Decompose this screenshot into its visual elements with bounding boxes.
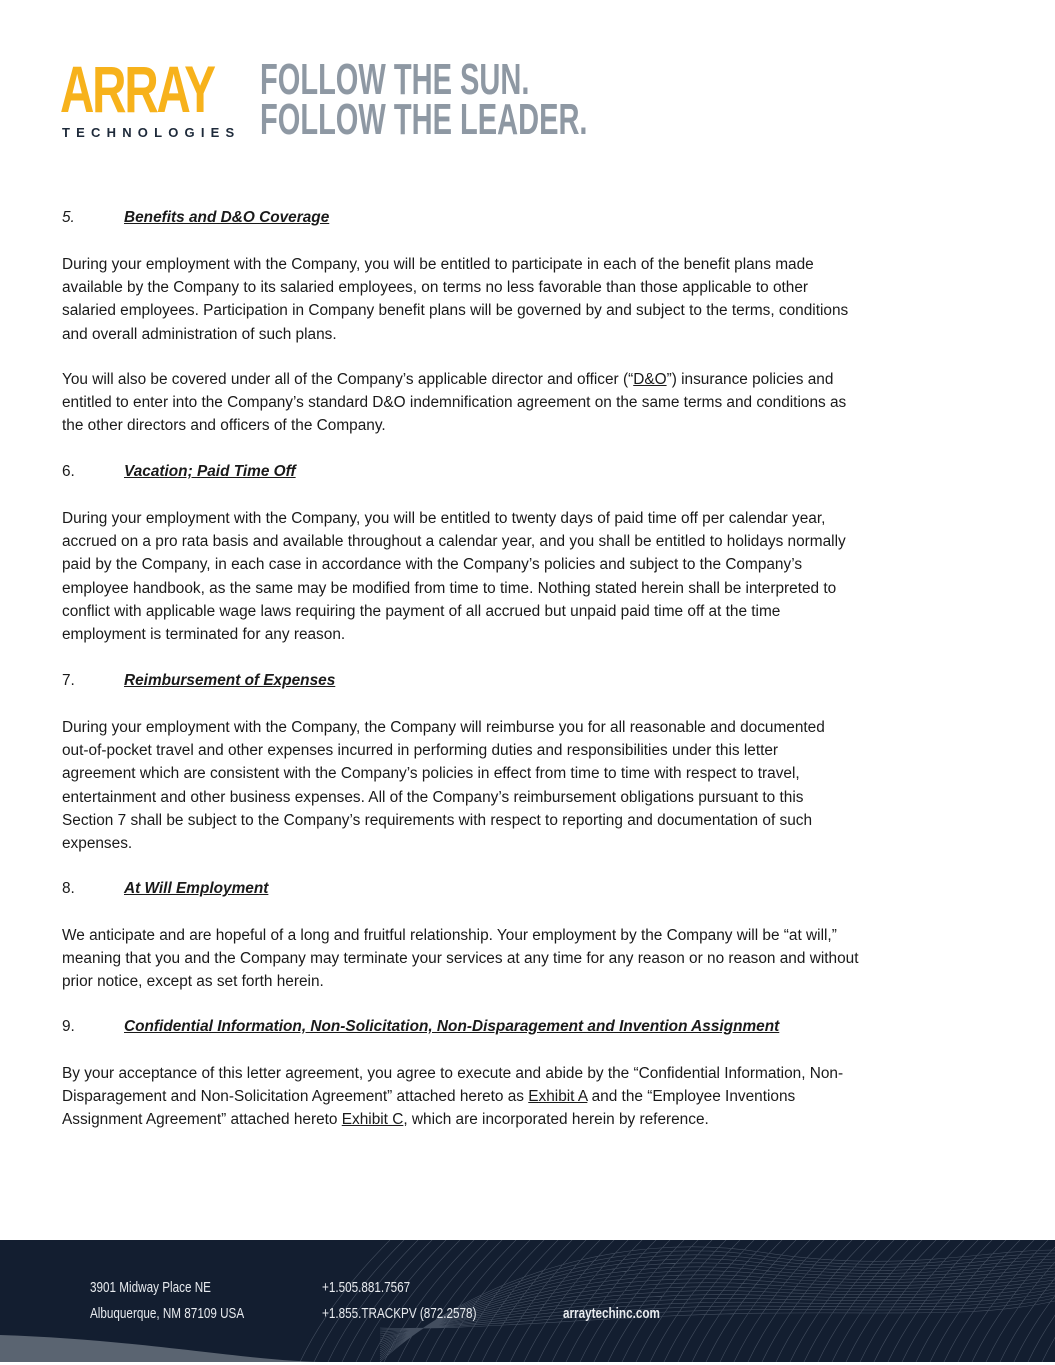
paragraph-line: We anticipate and are hopeful of a long and fruitful relationship. Your employment by the Company will be “at will,” bbox=[62, 927, 837, 944]
paragraph-line: You will also be covered under all of the Company’s applicable director and officer (“D&O”) insurance policies and bbox=[62, 371, 834, 388]
paragraph-line: During your employment with the Company, you will be entitled to participate in each of the benefit plans made bbox=[62, 256, 814, 273]
paragraph-line: Section 7 shall be subject to the Company’s requirements with respect to reporting and documentation of such bbox=[62, 811, 813, 829]
paragraph-line: and overall administration of such plans. bbox=[62, 325, 337, 343]
paragraph-line: available by the Company to its salaried employees, on terms no less favorable than those applicable to other bbox=[62, 279, 809, 297]
paragraph-line: employment is terminated for any reason. bbox=[62, 626, 346, 644]
paragraph-line: accrued on a pro rata basis and available throughout a calendar year, and you shall be entitled to holidays normally bbox=[62, 533, 846, 551]
paragraph-line: By your acceptance of this letter agreement, you agree to execute and abide by the “Confidential Information, Non- bbox=[62, 1065, 844, 1082]
section-number: 6. bbox=[62, 463, 75, 480]
paragraph-line: conflict with applicable wage laws requiring the payment of all accrued but unpaid paid time off at the time bbox=[62, 602, 781, 620]
exhibit-link[interactable]: Exhibit C bbox=[341, 1111, 404, 1129]
wave-mesh-graphic bbox=[0, 1240, 1055, 1362]
section-title: Vacation; Paid Time Off bbox=[124, 463, 296, 480]
footer bbox=[0, 1240, 1055, 1362]
exhibit-link[interactable]: Exhibit A bbox=[528, 1088, 588, 1106]
footer-address-line: Albuquerque, NM 87109 USA bbox=[90, 1305, 245, 1322]
logo-array: ARRAY bbox=[60, 52, 214, 126]
section-title: Benefits and D&O Coverage bbox=[124, 209, 330, 226]
paragraph-line: salaried employees. Participation in Company benefit plans will be governed by and subject to the terms, conditions bbox=[62, 302, 849, 320]
paragraph-line: Assignment Agreement” attached hereto Exhibit C, which are incorporated herein by reference. bbox=[62, 1111, 709, 1129]
paragraph bbox=[62, 716, 825, 855]
footer-phone: +1.505.881.7567 bbox=[322, 1279, 411, 1296]
tagline bbox=[260, 55, 588, 144]
paragraph-line: expenses. bbox=[62, 835, 133, 853]
paragraph bbox=[62, 924, 858, 994]
paragraph-line: prior notice, except as set forth herein. bbox=[62, 973, 324, 991]
paragraph bbox=[62, 1062, 843, 1132]
section-title: Confidential Information, Non-Solicitation, Non-Disparagement and Invention Assignment bbox=[124, 1018, 780, 1035]
defined-term: D&O bbox=[633, 371, 667, 388]
footer-phone: +1.855.TRACKPV (872.2578) bbox=[322, 1305, 477, 1322]
wave-shape bbox=[0, 1335, 330, 1362]
mesh-lines bbox=[300, 1240, 1055, 1362]
paragraph-line: During your employment with the Company, you will be entitled to twenty days of paid time off per calendar year, bbox=[62, 510, 826, 527]
section-title: At Will Employment bbox=[124, 880, 269, 897]
paragraph bbox=[62, 253, 848, 346]
section-number: 8. bbox=[62, 880, 75, 897]
paragraph-line: the other directors and officers of the Company. bbox=[62, 417, 386, 435]
section-number: 9. bbox=[62, 1018, 75, 1035]
paragraph-line: paid by the Company, in each case in accordance with the Company’s policies and subject to the Company’s bbox=[62, 556, 803, 574]
section-number: 5. bbox=[62, 209, 75, 226]
paragraph-line: During your employment with the Company, the Company will reimburse you for all reasonable and documented bbox=[62, 719, 825, 736]
footer-website[interactable]: arraytechinc.com bbox=[563, 1305, 660, 1322]
paragraph bbox=[62, 507, 846, 646]
logo-technologies: TECHNOLOGIES bbox=[62, 125, 241, 140]
footer-address-line: 3901 Midway Place NE bbox=[90, 1279, 211, 1296]
paragraph-line: entertainment and other business expenses. All of the Company’s reimbursement obligations pursuant to this bbox=[62, 788, 804, 806]
paragraph bbox=[62, 368, 846, 438]
tagline-line: FOLLOW THE SUN. bbox=[260, 55, 530, 104]
section-number: 7. bbox=[62, 672, 75, 689]
tagline-line: FOLLOW THE LEADER. bbox=[260, 95, 588, 144]
paragraph-line: Disparagement and Non-Solicitation Agreement” attached hereto as Exhibit A and the “Employee Inventions bbox=[62, 1088, 796, 1106]
paragraph-line: entitled to enter into the Company’s standard D&O indemnification agreement on the same terms and conditions as bbox=[62, 394, 847, 412]
section-title: Reimbursement of Expenses bbox=[124, 672, 336, 689]
paragraph-line: employee handbook, as the same may be modified from time to time. Nothing stated herein shall be interpreted to bbox=[62, 579, 837, 597]
paragraph-line: meaning that you and the Company may terminate your services at any time for any reason or no reason and without bbox=[62, 950, 859, 968]
paragraph-line: agreement which are consistent with the Company’s policies in effect from time to time with respect to travel, bbox=[62, 765, 800, 783]
paragraph-line: out-of-pocket travel and other expenses incurred in performing duties and responsibilities under this letter bbox=[62, 742, 779, 760]
